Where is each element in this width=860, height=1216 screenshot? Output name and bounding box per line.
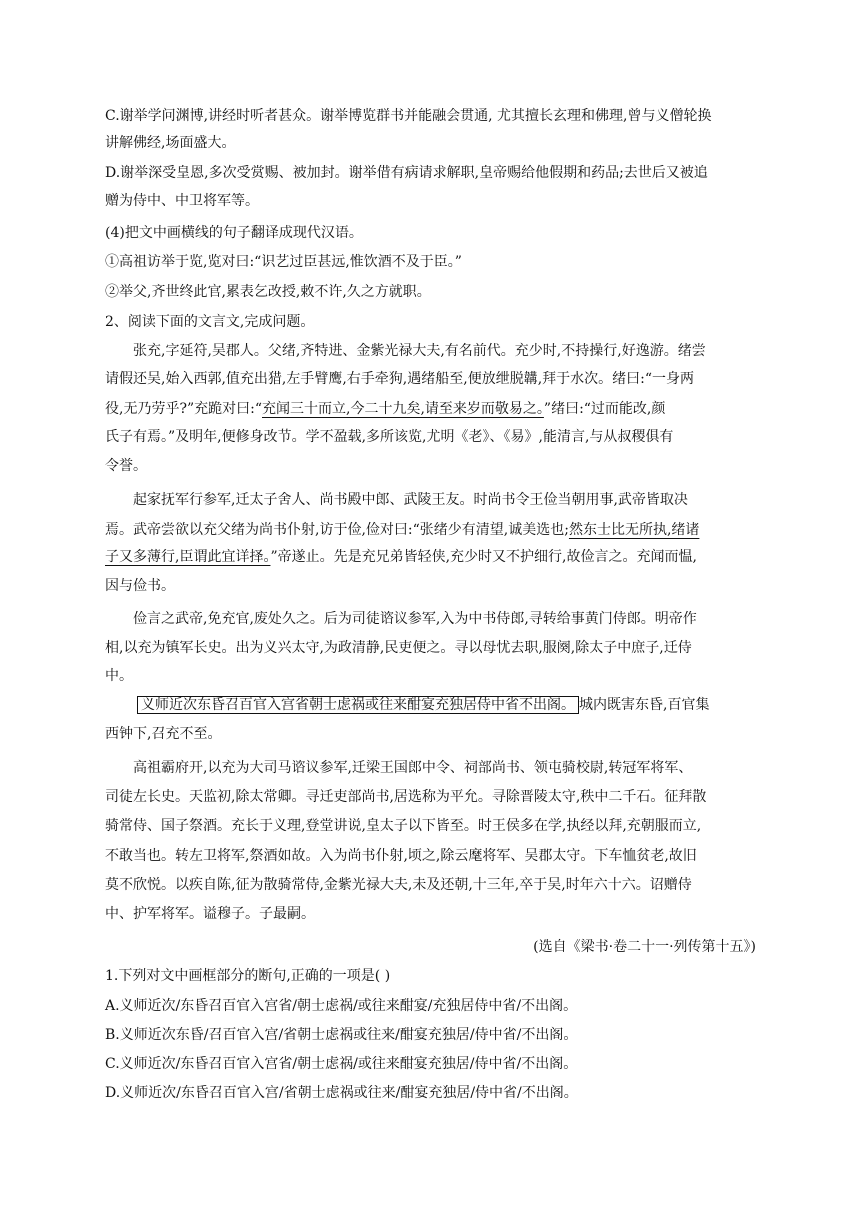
passage-p1-line-5: 令誉。	[105, 458, 147, 474]
passage-p1-line-1: 张充,字延符,吴郡人。父绪,齐特进、金紫光禄大夫,有名前代。充少时,不持操行,好逸游。绪尝	[133, 343, 706, 359]
question-4-prompt: (4)把文中画横线的句子翻译成现代汉语。	[105, 225, 363, 241]
option-d-line-1: D.谢举深受皇恩,多次受赏赐、被加封。谢举借有病请求解职,皇帝赐给他假期和药品;去世后又被追	[105, 165, 708, 181]
passage-text: 城内既害东昏,百官集	[579, 697, 710, 713]
passage-source: (选自《梁书·卷二十一·列传第十五》)	[533, 939, 756, 955]
passage-text: 役,无乃劳乎?”充跪对曰:“	[105, 401, 262, 417]
passage-p2-line-3	[105, 546, 697, 568]
option-d-line-2: 赠为侍中、中卫将军等。	[105, 193, 259, 209]
passage-text: ”帝遂止。先是充兄弟皆轻侠,充少时又不护细行,故俭言之。充闻而愠,	[270, 549, 697, 565]
translate-sentence-1: ①高祖访举于览,览对曰:“识艺过臣甚远,惟饮酒不及于臣。”	[105, 254, 462, 270]
passage-p2-line-4: 因与俭书。	[105, 578, 175, 594]
passage-text: 焉。武帝尝欲以充父绪为尚书仆射,访于俭,俭对曰:“张绪少有清望,诚美选也;	[105, 522, 569, 538]
passage-p4-line-1	[137, 694, 709, 716]
passage-p1-line-4: 氏子有焉。”及明年,便修身改节。学不盈载,多所该览,尤明《老》、《易》,能清言,与从叔稷俱有	[105, 429, 674, 445]
passage-p5-line-1: 高祖霸府开,以充为大司马谘议参军,迁梁王国郎中令、祠部尚书、领屯骑校尉,转冠军将军、	[133, 760, 693, 776]
passage-p5-line-2: 司徒左长史。天监初,除太常卿。寻迁吏部尚书,居选称为平允。寻除晋陵太守,秩中二千石。征拜散	[105, 789, 707, 805]
question-1-option-a: A.义师近次/东昏召百官入宫省/朝士虑祸/或往来酣宴/充独居侍中省/不出阁。	[105, 998, 578, 1014]
question-1-option-c: C.义师近次/东昏召百官入宫省/朝士虑祸/或往来酣宴充独居/侍中省/不出阁。	[105, 1056, 578, 1072]
underlined-sentence-2: 然东士比无所执,绪诸	[568, 522, 700, 538]
passage-p1-line-2: 请假还吴,始入西郭,值充出猎,左手臂鹰,右手牵狗,遇绪船至,便放绁脱韝,拜于水次。绪曰:“一身两	[105, 371, 695, 387]
passage-p5-line-3: 骑常侍、国子祭酒。充长于义理,登堂讲说,皇太子以下皆至。时王侯多在学,执经以拜,充朝服而立,	[105, 818, 702, 834]
option-c-line-2: 讲解佛经,场面盛大。	[105, 135, 236, 151]
passage-text: ”绪曰:“过而能改,颜	[543, 401, 666, 417]
passage-p1-line-3	[105, 398, 665, 420]
passage-p5-line-5: 莫不欣悦。以疾自陈,征为散骑常侍,金紫光禄大夫,未及还朝,十三年,卒于吴,时年六十六。诏赠侍	[105, 877, 692, 893]
passage-p4-line-2: 西钟下,召充不至。	[105, 726, 222, 742]
passage-p5-line-4: 不敢当也。转左卫将军,祭酒如故。入为尚书仆射,顷之,除云麾将军、吴郡太守。下车恤贫老,故旧	[105, 848, 697, 864]
question-1-option-d: D.义师近次/东昏召百官入宫/省朝士虑祸或往来/酣宴充独居/侍中省/不出阁。	[105, 1085, 578, 1101]
underlined-sentence-2-cont: 子又多薄行,臣谓此宜详择。	[105, 549, 271, 565]
question-1-option-b: B.义师近次东昏/召百官入宫/省朝士虑祸或往来/酣宴充独居/侍中省/不出阁。	[105, 1027, 578, 1043]
boxed-passage: 义师近次东昏召百官入宫省朝士虑祸或往来酣宴充独居侍中省不出阁。	[137, 696, 579, 714]
section-2-heading: 2、阅读下面的文言文,完成问题。	[105, 314, 315, 330]
translate-sentence-2: ②举父,齐世终此官,累表乞改授,敕不许,久之方就职。	[105, 284, 431, 300]
underlined-sentence-1: 充闻三十而立,今二十九矣,请至来岁而敬易之。	[262, 401, 544, 417]
question-1-stem: 1.下列对文中画框部分的断句,正确的一项是( )	[105, 968, 391, 984]
passage-p3-line-2: 相,以充为镇军长史。出为义兴太守,为政清静,民吏便之。寻以母忧去职,服阕,除太子中庶子,迁侍	[105, 640, 692, 656]
option-c-line-1: C.谢举学问渊博,讲经时听者甚众。谢举博览群书并能融会贯通, 尤其擅长玄理和佛理,曾与义僧轮换	[105, 108, 712, 124]
passage-p2-line-2	[105, 519, 699, 541]
passage-p5-line-6: 中、护军将军。谥穆子。子最嗣。	[105, 906, 315, 922]
passage-p2-line-1: 起家抚军行参军,迁太子舍人、尚书殿中郎、武陵王友。时尚书令王俭当朝用事,武帝皆取决	[133, 492, 688, 508]
passage-p3-line-3: 中。	[105, 668, 133, 684]
passage-p3-line-1: 俭言之武帝,免充官,废处久之。后为司徒谘议参军,入为中书侍郎,寻转给事黄门侍郎。明帝作	[133, 611, 697, 627]
